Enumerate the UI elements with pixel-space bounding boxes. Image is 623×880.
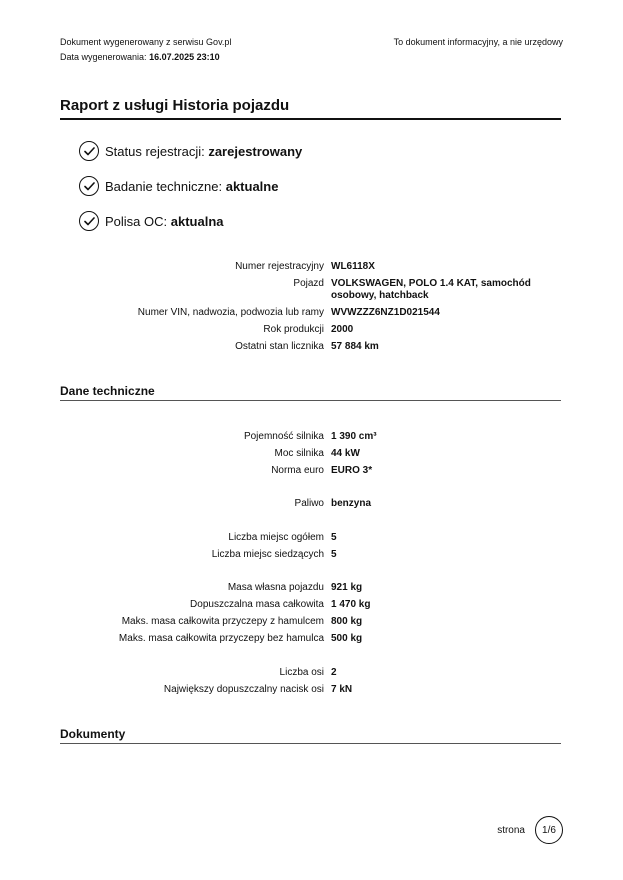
page-footer xyxy=(497,816,563,844)
euro-norm-label: Norma euro xyxy=(271,464,324,476)
section-title-documents: Dokumenty xyxy=(60,727,561,744)
check-circle-icon xyxy=(79,141,99,161)
report-title: Raport z usługi Historia pojazdu xyxy=(60,97,561,120)
table-row xyxy=(60,529,561,546)
axle-load-label: Największy dopuszczalny nacisk osi xyxy=(163,683,324,695)
generated-date xyxy=(60,50,231,65)
vehicle-value: VOLKSWAGEN, POLO 1.4 KAT, samochód osobowy, hatchback xyxy=(331,277,531,301)
disclaimer-text: To dokument informacyjny, a nie urzędowy xyxy=(393,37,563,47)
vehicle-label: Pojazd xyxy=(293,277,324,289)
engine-capacity-value: 1 390 cm³ xyxy=(331,430,377,442)
technical-data-table xyxy=(60,428,561,698)
engine-power-value: 44 kW xyxy=(331,447,360,459)
generated-date-label: Data wygenerowania: xyxy=(60,52,147,62)
table-row xyxy=(60,546,561,563)
table-row xyxy=(60,597,561,614)
check-circle-icon xyxy=(79,211,99,231)
fuel-label: Paliwo xyxy=(294,498,324,509)
table-row xyxy=(60,338,561,355)
vin-value: WVWZZZ6NZ1D021544 xyxy=(331,306,440,318)
seats-total-value: 5 xyxy=(331,531,337,543)
page-number-badge: 1/6 xyxy=(535,816,563,844)
axles-value: 2 xyxy=(331,666,337,678)
section-title-technical: Dane techniczne xyxy=(60,384,561,401)
table-row xyxy=(60,462,561,479)
engine-capacity-label: Pojemność silnika xyxy=(243,430,324,442)
reg-number-value: WL6118X xyxy=(331,260,375,272)
page-label: strona xyxy=(497,824,525,836)
production-year-value: 2000 xyxy=(331,323,354,335)
table-row xyxy=(60,580,561,597)
table-row xyxy=(60,304,561,321)
seats-sitting-label: Liczba miejsc siedzących xyxy=(211,548,324,560)
table-row xyxy=(60,664,561,681)
table-row xyxy=(60,631,561,648)
status-registration xyxy=(79,139,302,163)
generated-by-text: Dokument wygenerowany z serwisu Gov.pl xyxy=(60,37,232,47)
table-row xyxy=(60,496,561,513)
curb-mass-label: Masa własna pojazdu xyxy=(227,582,324,593)
axles-label: Liczba osi xyxy=(279,666,324,678)
trailer-unbraked-value: 500 kg xyxy=(331,633,363,644)
vin-label: Numer VIN, nadwozia, podwozia lub ramy xyxy=(137,306,324,318)
seats-total-label: Liczba miejsc ogółem xyxy=(228,531,324,543)
header-left xyxy=(60,35,231,65)
trailer-unbraked-label: Maks. masa całkowita przyczepy bez hamulca xyxy=(118,633,324,644)
status-insurance xyxy=(79,209,302,233)
status-registration-value: zarejestrowany xyxy=(208,143,303,159)
status-insurance-value: aktualna xyxy=(170,213,224,229)
table-row xyxy=(60,445,561,462)
table-row xyxy=(60,681,561,698)
curb-mass-value: 921 kg xyxy=(331,582,363,593)
seats-sitting-value: 5 xyxy=(331,548,337,560)
generated-date-value: 16.07.2025 23:10 xyxy=(149,52,220,62)
axle-load-value: 7 kN xyxy=(331,683,353,695)
status-list xyxy=(79,139,302,244)
status-insurance-label: Polisa OC: xyxy=(105,213,168,229)
reg-number-label: Numer rejestracyjny xyxy=(235,260,324,272)
check-circle-icon xyxy=(79,176,99,196)
status-registration-label: Status rejestracji: xyxy=(105,143,205,159)
euro-norm-value: EURO 3* xyxy=(331,464,373,476)
status-inspection-value: aktualne xyxy=(225,178,279,194)
production-year-label: Rok produkcji xyxy=(263,323,324,335)
status-inspection-label: Badanie techniczne: xyxy=(105,178,223,194)
table-row xyxy=(60,275,561,304)
trailer-braked-value: 800 kg xyxy=(331,616,363,627)
vehicle-info-table xyxy=(60,258,561,355)
table-row xyxy=(60,258,561,275)
table-row xyxy=(60,614,561,631)
mileage-label: Ostatni stan licznika xyxy=(235,340,324,352)
status-inspection xyxy=(79,174,302,198)
trailer-braked-label: Maks. masa całkowita przyczepy z hamulcem xyxy=(121,616,324,627)
engine-power-label: Moc silnika xyxy=(274,447,324,459)
table-row xyxy=(60,321,561,338)
table-row xyxy=(60,428,561,445)
gross-mass-value: 1 470 kg xyxy=(331,599,371,610)
gross-mass-label: Dopuszczalna masa całkowita xyxy=(190,599,324,610)
fuel-value: benzyna xyxy=(331,498,372,509)
mileage-value: 57 884 km xyxy=(331,340,379,352)
